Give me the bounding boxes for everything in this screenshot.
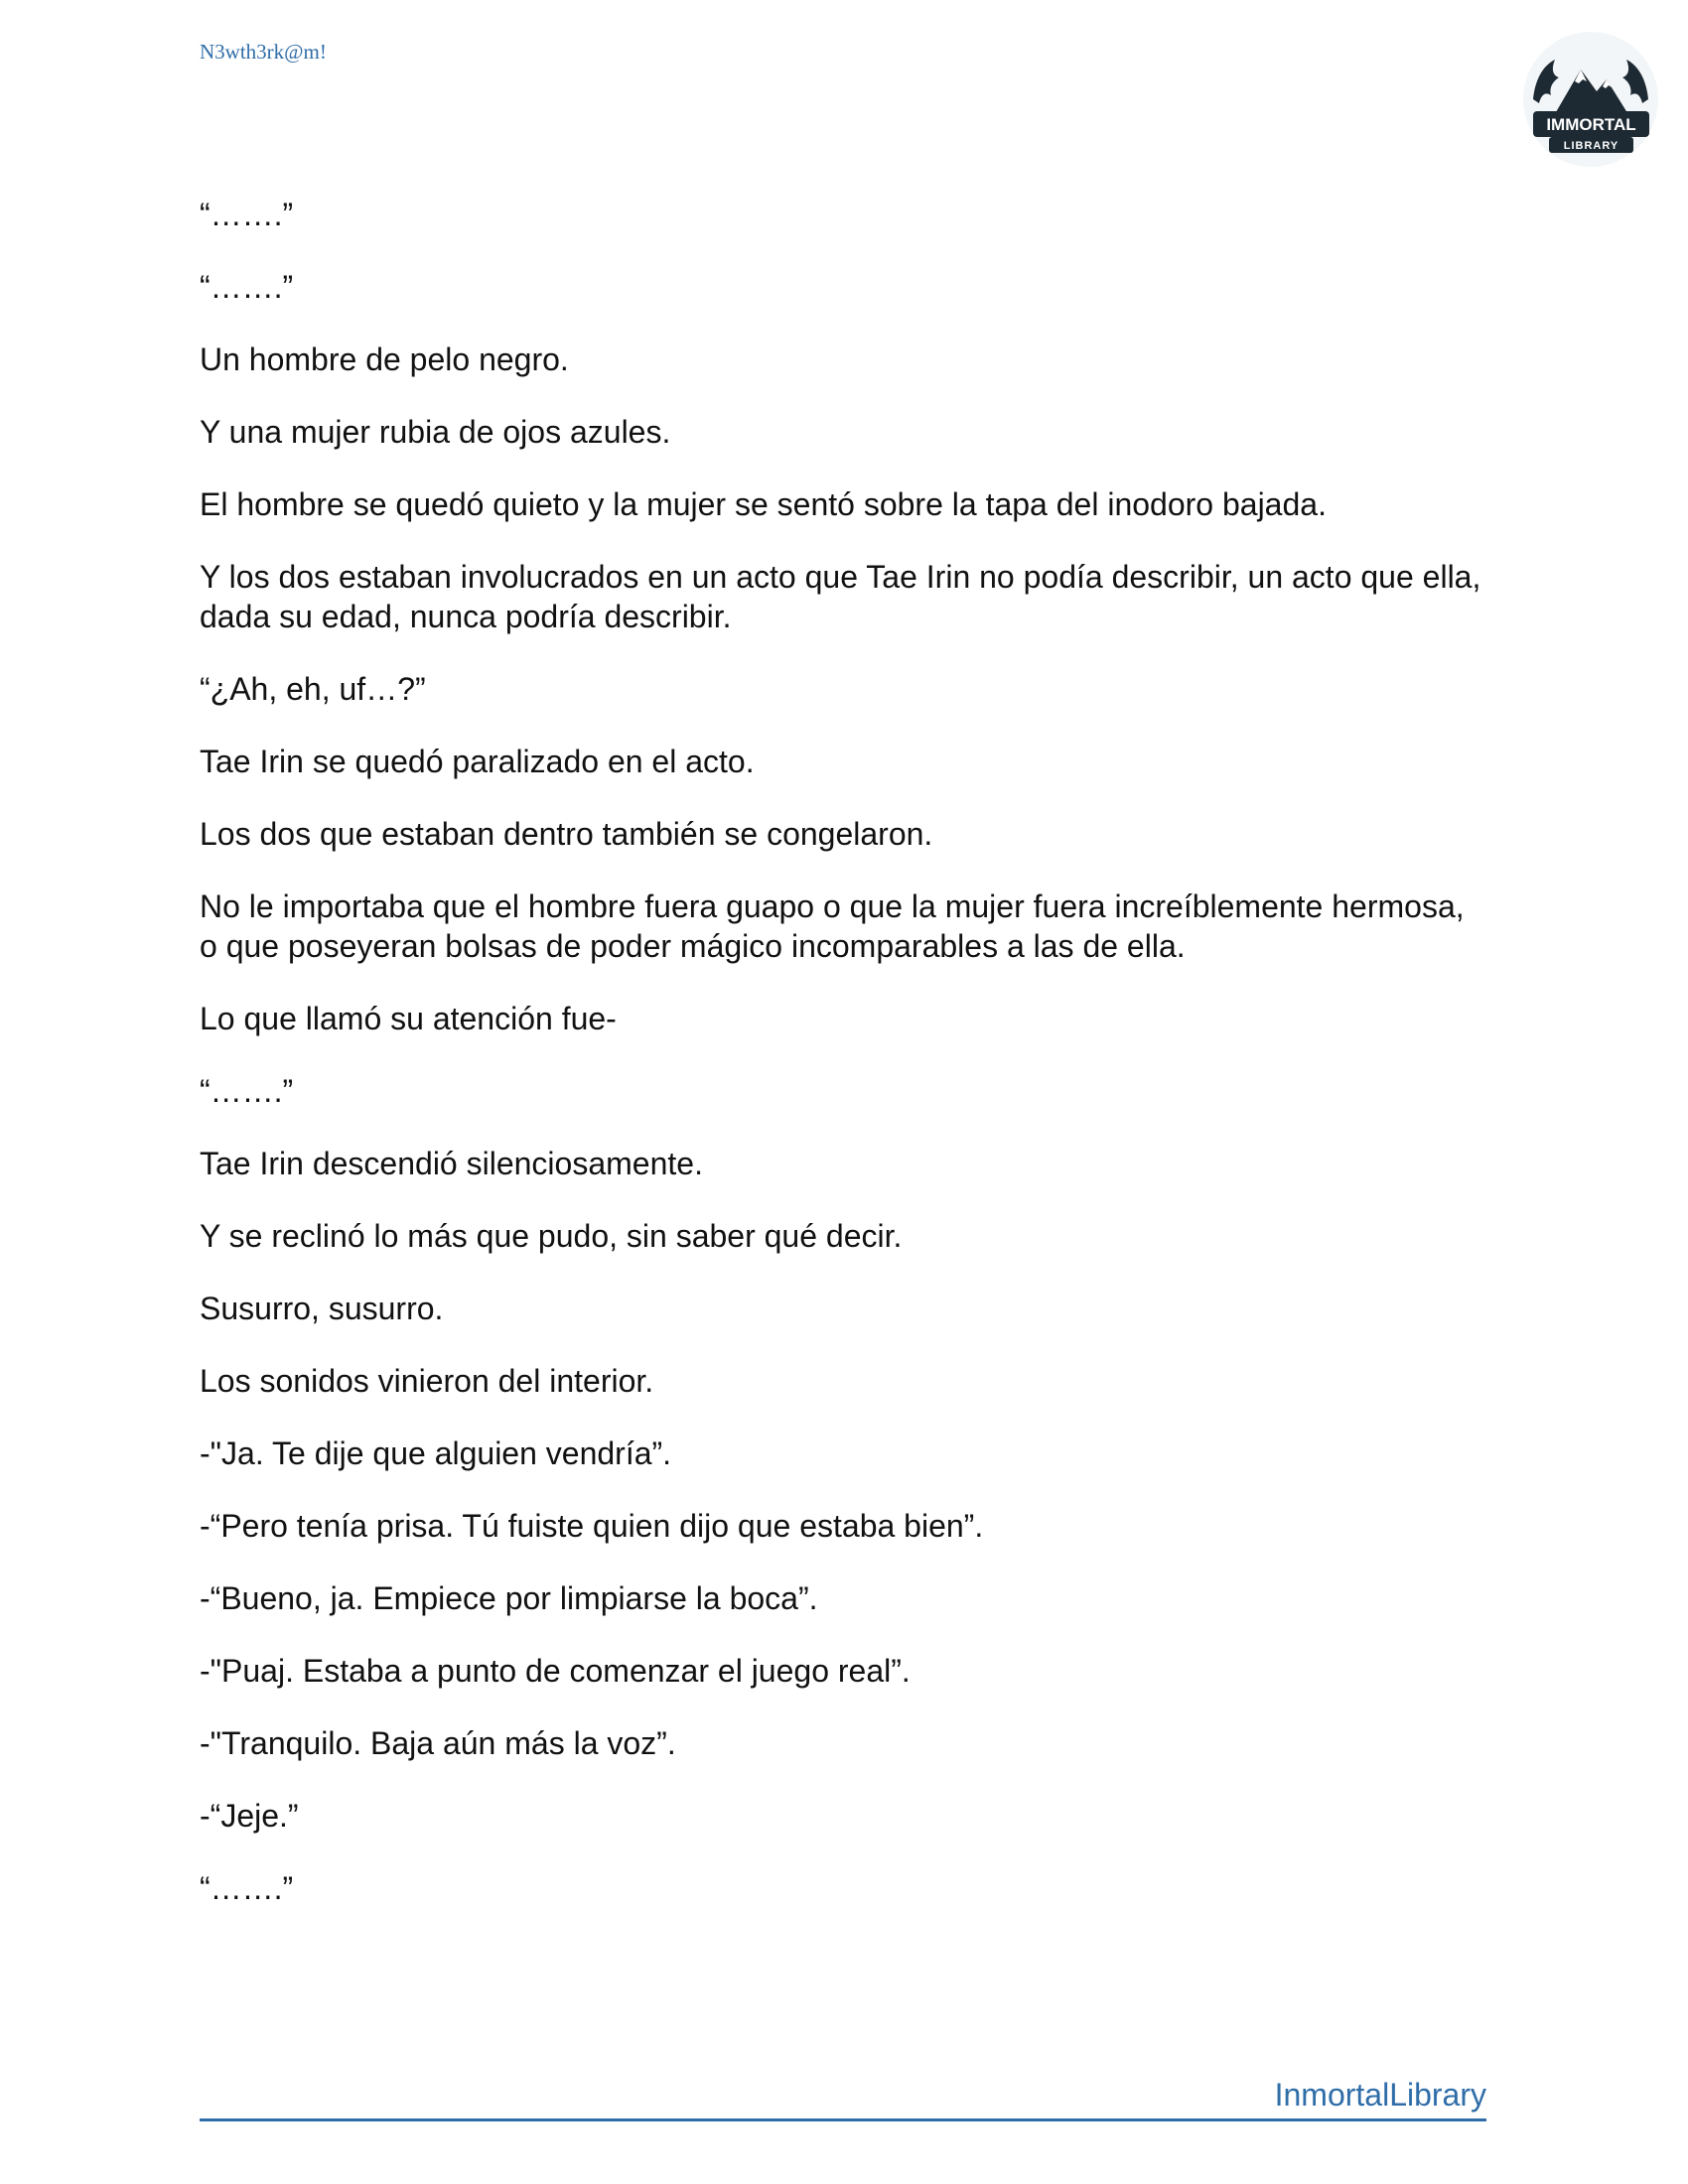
paragraph: El hombre se quedó quieto y la mujer se sentó sobre la tapa del inodoro bajada. bbox=[200, 486, 1327, 522]
paragraph: Susurro, susurro. bbox=[200, 1291, 444, 1326]
footer-link[interactable]: InmortalLibrary bbox=[1274, 2077, 1486, 2113]
paragraph: Y se reclinó lo más que pudo, sin saber qué decir. bbox=[200, 1218, 903, 1254]
paragraph: -“Jeje.” bbox=[200, 1798, 299, 1834]
logo-text-line1: IMMORTAL bbox=[1546, 115, 1636, 134]
paragraph: -"Puaj. Estaba a punto de comenzar el juego real”. bbox=[200, 1653, 911, 1689]
paragraph: “¿Ah, eh, uf…?” bbox=[200, 671, 426, 707]
paragraph: -"Tranquilo. Baja aún más la voz”. bbox=[200, 1725, 676, 1761]
paragraph: Lo que llamó su atención fue- bbox=[200, 1001, 617, 1036]
paragraph: Y los dos estaban involucrados en un acto que Tae Irin no podía describir, un acto que ella, dada su edad, nunca podría describir. bbox=[200, 559, 1481, 634]
paragraph: “…….” bbox=[200, 1073, 294, 1109]
immortal-library-logo bbox=[1519, 30, 1663, 169]
paragraph: -“Pero tenía prisa. Tú fuiste quien dijo que estaba bien”. bbox=[200, 1508, 984, 1544]
footer-rule bbox=[200, 2075, 1486, 2121]
paragraph: Los sonidos vinieron del interior. bbox=[200, 1363, 654, 1399]
paragraph: “…….” bbox=[200, 1870, 294, 1906]
paragraph: -“Bueno, ja. Empiece por limpiarse la boca”. bbox=[200, 1580, 818, 1616]
paragraph: -"Ja. Te dije que alguien vendría”. bbox=[200, 1435, 672, 1471]
paragraph: Tae Irin se quedó paralizado en el acto. bbox=[200, 744, 755, 779]
paragraph: Los dos que estaban dentro también se congelaron. bbox=[200, 816, 933, 852]
paragraph: No le importaba que el hombre fuera guapo o que la mujer fuera increíblemente hermosa, o que poseyeran bolsas de poder mágico incomparables a las de ella. bbox=[200, 888, 1465, 964]
paragraph: Tae Irin descendió silenciosamente. bbox=[200, 1146, 703, 1181]
paragraph: Y una mujer rubia de ojos azules. bbox=[200, 414, 671, 450]
logo-text-line2: LIBRARY bbox=[1563, 140, 1619, 152]
paragraph: Un hombre de pelo negro. bbox=[200, 341, 569, 377]
header-watermark: N3wth3rk@m! bbox=[200, 40, 327, 64]
paragraph: “…….” bbox=[200, 197, 294, 232]
chapter-body bbox=[200, 195, 1490, 1941]
paragraph: “…….” bbox=[200, 269, 294, 305]
